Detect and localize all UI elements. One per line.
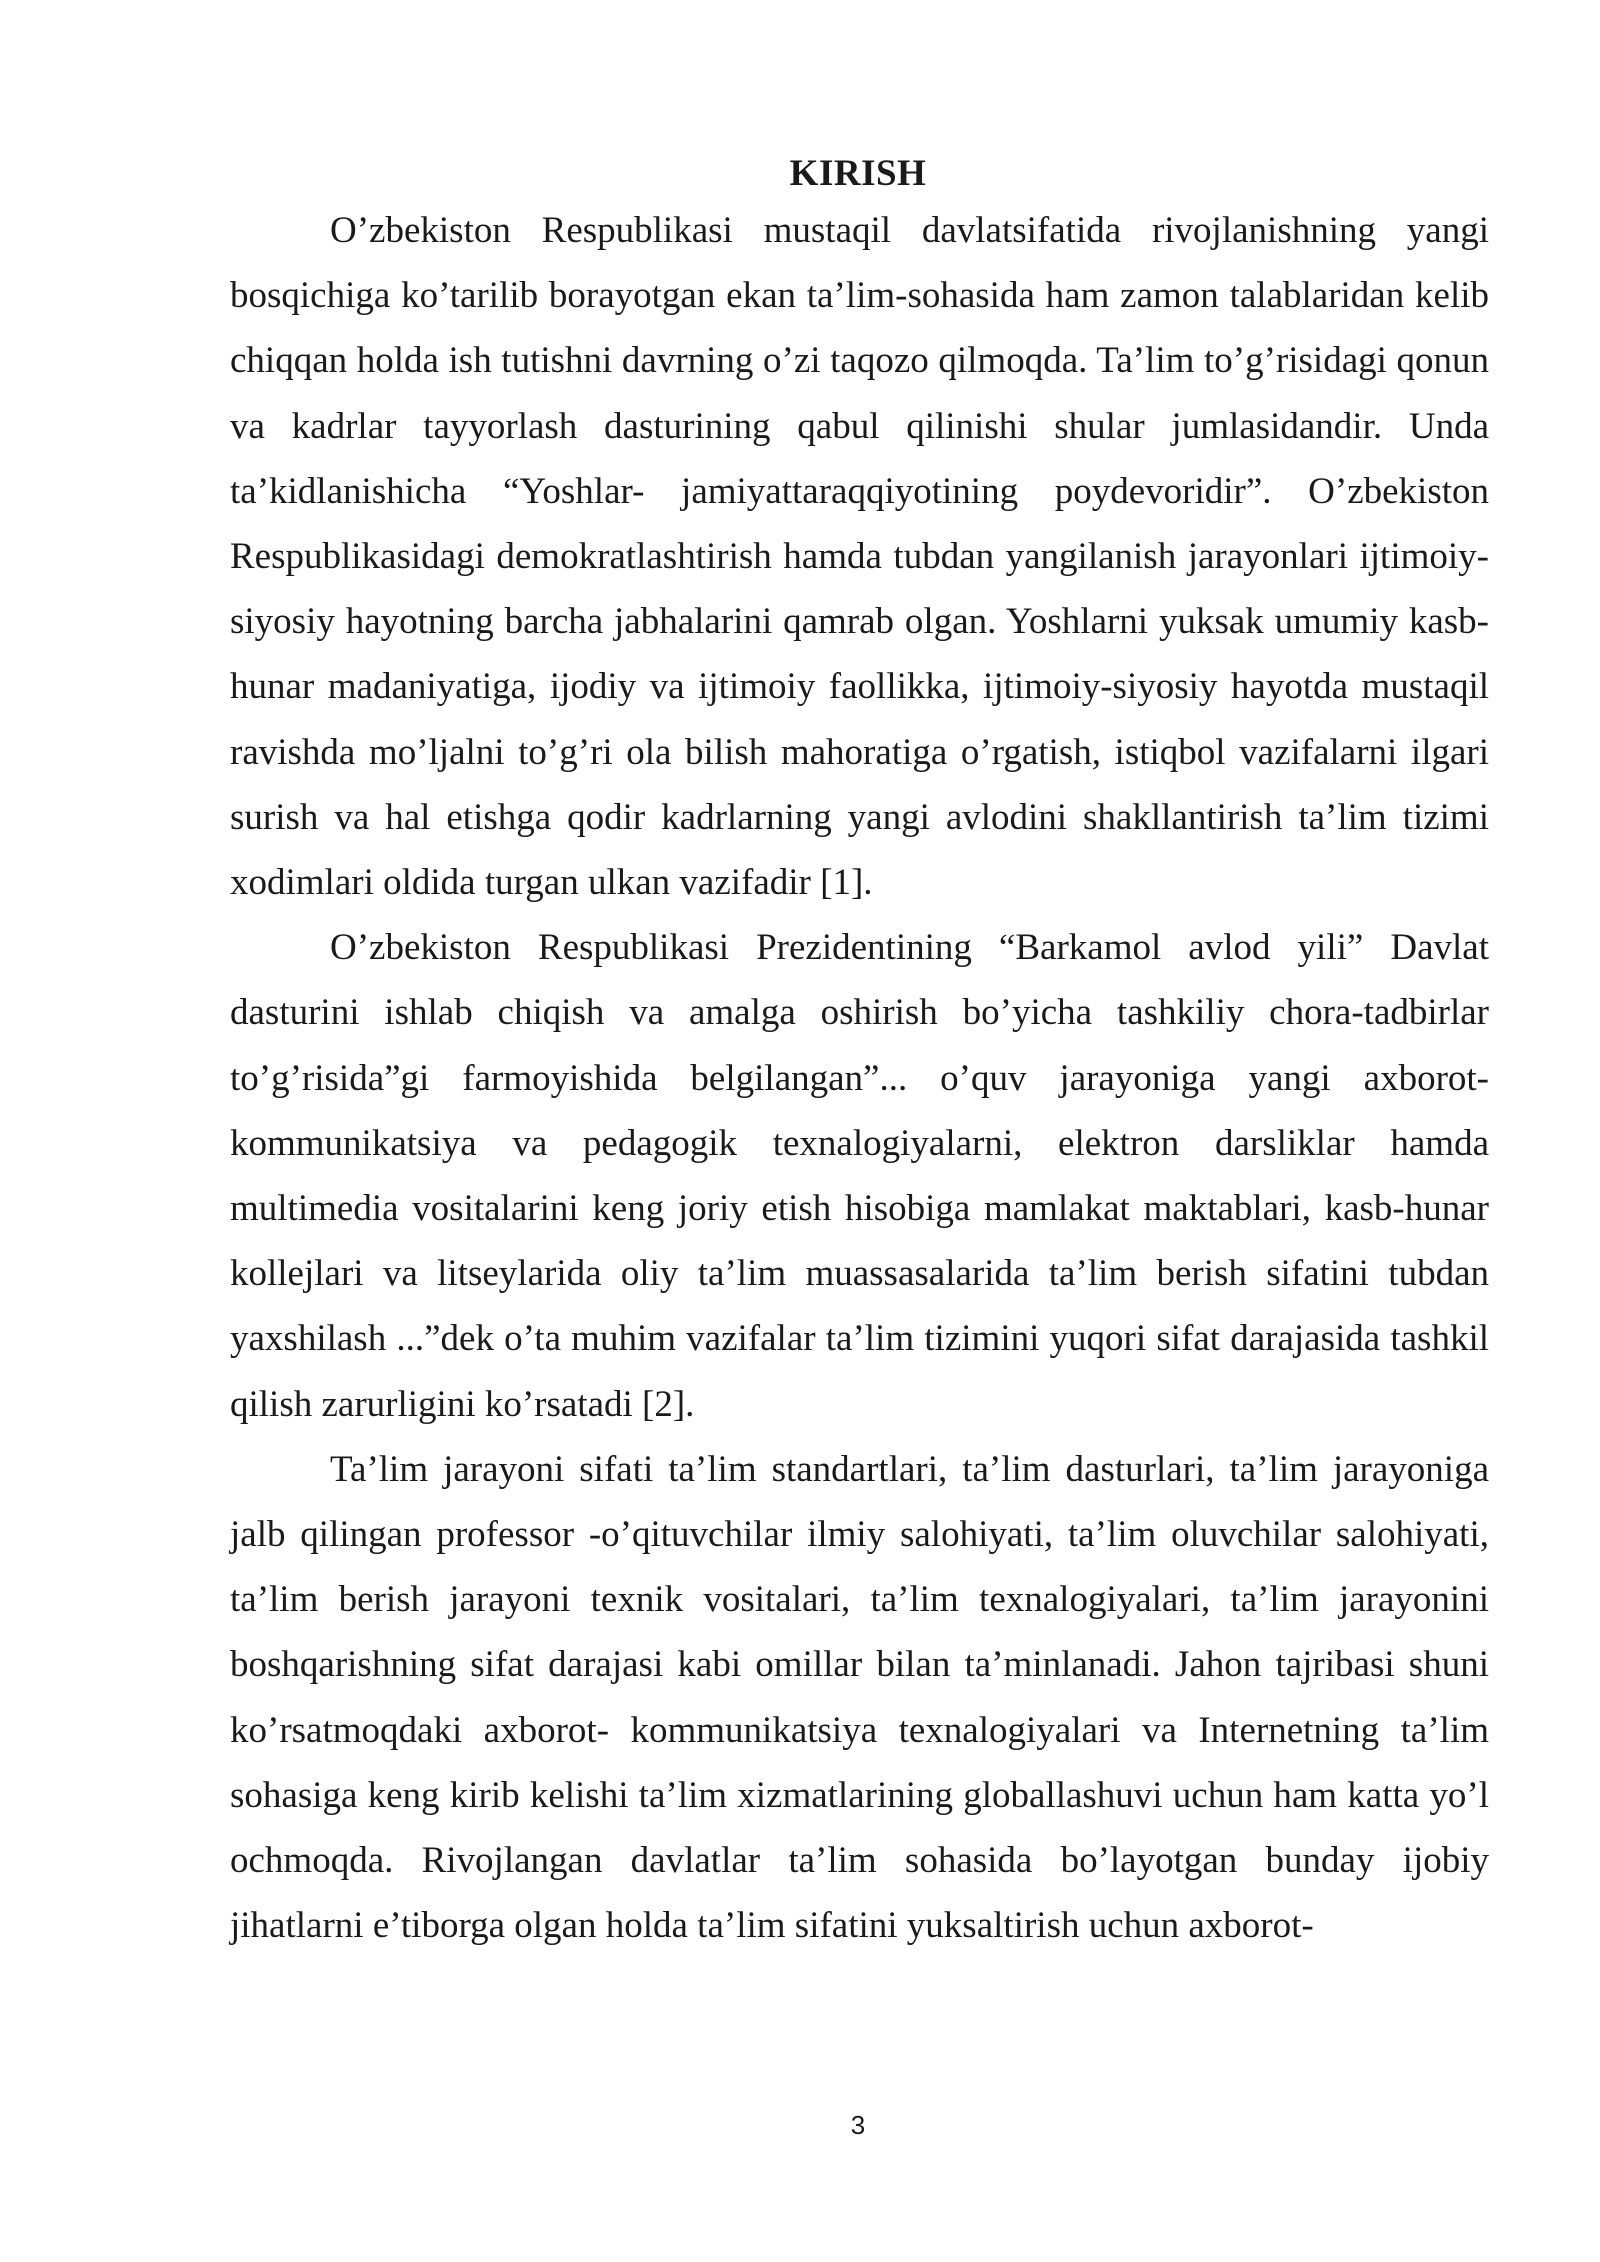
paragraph: O’zbekiston Respublikasi mustaqil davlatsifatida rivojlanishning yangi bosqichiga ko’tarilib borayotgan ekan ta’lim-sohasida ham zamon talablaridan kelib chiqqan holda ish tutishni davrning o’zi taqozo qilmoqda. Ta’lim to’g’risidagi qonun va kadrlar tayyorlash dasturining qabul qilinishi shular jumlasidandir. Unda ta’kidlanishicha “Yoshlar- jamiyattaraqqiyotining poydevoridir”. O’zbekiston Respublikasidagi demokratlashtirish hamda tubdan yangilanish jarayonlari ijtimoiy-siyosiy hayotning barcha jabhalarini qamrab olgan. Yoshlarni yuksak umumiy kasb-hunar madaniyatiga, ijodiy va ijtimoiy faollikka, ijtimoiy-siyosiy hayotda mustaqil ravishda mo’ljalni to’g’ri ola bilish mahoratiga o’rgatish, istiqbol vazifalarni ilgari surish va hal etishga qodir kadrlarning yangi avlodini shakllantirish ta’lim tizimi xodimlari oldida turgan ulkan vazifadir [1]. — [230, 210, 1489, 904]
paragraph: O’zbekiston Respublikasi Prezidentining “Barkamol avlod yili” Davlat dasturini ishlab chiqish va amalga oshirish bo’yicha tashkiliy chora-tadbirlar to’g’risida”gi farmoyishida belgilangan”... o’quv jarayoniga yangi axborot-kommunikatsiya va pedagogik texnalogiyalarni, elektron darsliklar hamda multimedia vositalarini keng joriy etish hisobiga mamlakat maktablari, kasb-hunar kollejlari va litseylarida oliy ta’lim muassasalarida ta’lim berish sifatini tubdan yaxshilash ...”dek o’ta muhim vazifalar ta’lim tizimini yuqori sifat darajasida tashkil qilish zarurligini ko’rsatadi [2]. — [230, 927, 1489, 1425]
section-heading: KIRISH — [789, 153, 927, 194]
page-number: 3 — [850, 2110, 866, 2140]
body-text — [230, 198, 1489, 1958]
paragraph: Ta’lim jarayoni sifati ta’lim standartlari, ta’lim dasturlari, ta’lim jarayoniga jalb qilingan professor -o’qituvchilar ilmiy salohiyati, ta’lim oluvchilar salohiyati, ta’lim berish jarayoni texnik vositalari, ta’lim texnalogiyalari, ta’lim jarayonini boshqarishning sifat darajasi kabi omillar bilan ta’minlanadi. Jahon tajribasi shuni ko’rsatmoqdaki axborot- kommunikatsiya texnalogiyalari va Internetning ta’lim sohasiga keng kirib kelishi ta’lim xizmatlarining globallashuvi uchun ham katta yo’l ochmoqda. Rivojlangan davlatlar ta’lim sohasida bo’layotgan bunday ijobiy jihatlarni e’tiborga olgan holda ta’lim sifatini yuksaltirish uchun axborot- — [230, 1448, 1489, 1947]
